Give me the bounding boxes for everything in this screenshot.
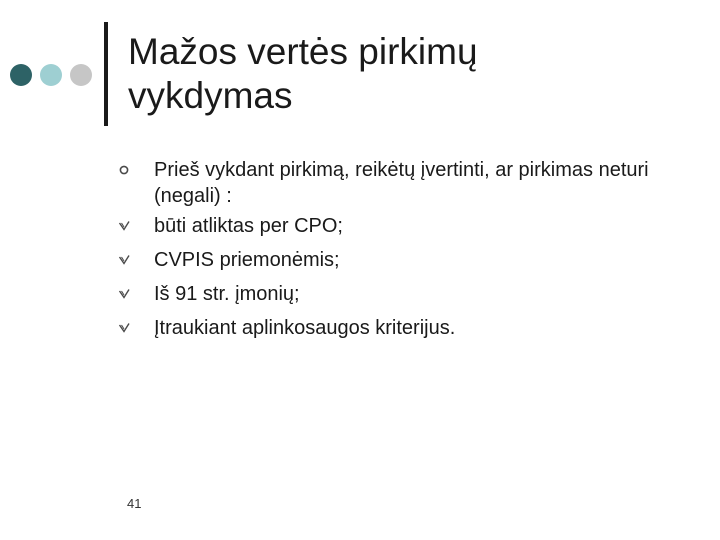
- checkmark-bullet-icon: [118, 213, 134, 239]
- slide-title: [128, 30, 688, 118]
- dot-dark: [10, 64, 32, 86]
- dot-mid: [40, 64, 62, 86]
- title-divider: [104, 22, 108, 126]
- bullet-text: būti atliktas per CPO;: [154, 215, 343, 237]
- bullet-item: [118, 315, 698, 341]
- bullet-item: [118, 247, 698, 273]
- bullet-item: [118, 281, 698, 307]
- checkmark-bullet-icon: [118, 247, 134, 273]
- bullet-text: Įtraukiant aplinkosaugos kriterijus.: [154, 317, 456, 339]
- bullet-list: [118, 157, 698, 349]
- dot-light: [70, 64, 92, 86]
- slide-title-line-1: Mažos vertės pirkimų: [128, 31, 478, 72]
- bullet-text: CVPIS priemonėmis;: [154, 249, 340, 271]
- page-number: 41: [127, 496, 142, 511]
- bullet-text: Prieš vykdant pirkimą, reikėtų įvertinti, ar pirkimas neturi (negali) :: [154, 159, 649, 207]
- open-circle-bullet-icon: [118, 157, 134, 183]
- checkmark-bullet-icon: [118, 315, 134, 341]
- bullet-item: [118, 157, 698, 209]
- slide-title-line-2: vykdymas: [128, 75, 293, 116]
- checkmark-bullet-icon: [118, 281, 134, 307]
- bullet-item: [118, 213, 698, 239]
- decorative-dots: [10, 64, 98, 86]
- bullet-text: Iš 91 str. įmonių;: [154, 283, 300, 305]
